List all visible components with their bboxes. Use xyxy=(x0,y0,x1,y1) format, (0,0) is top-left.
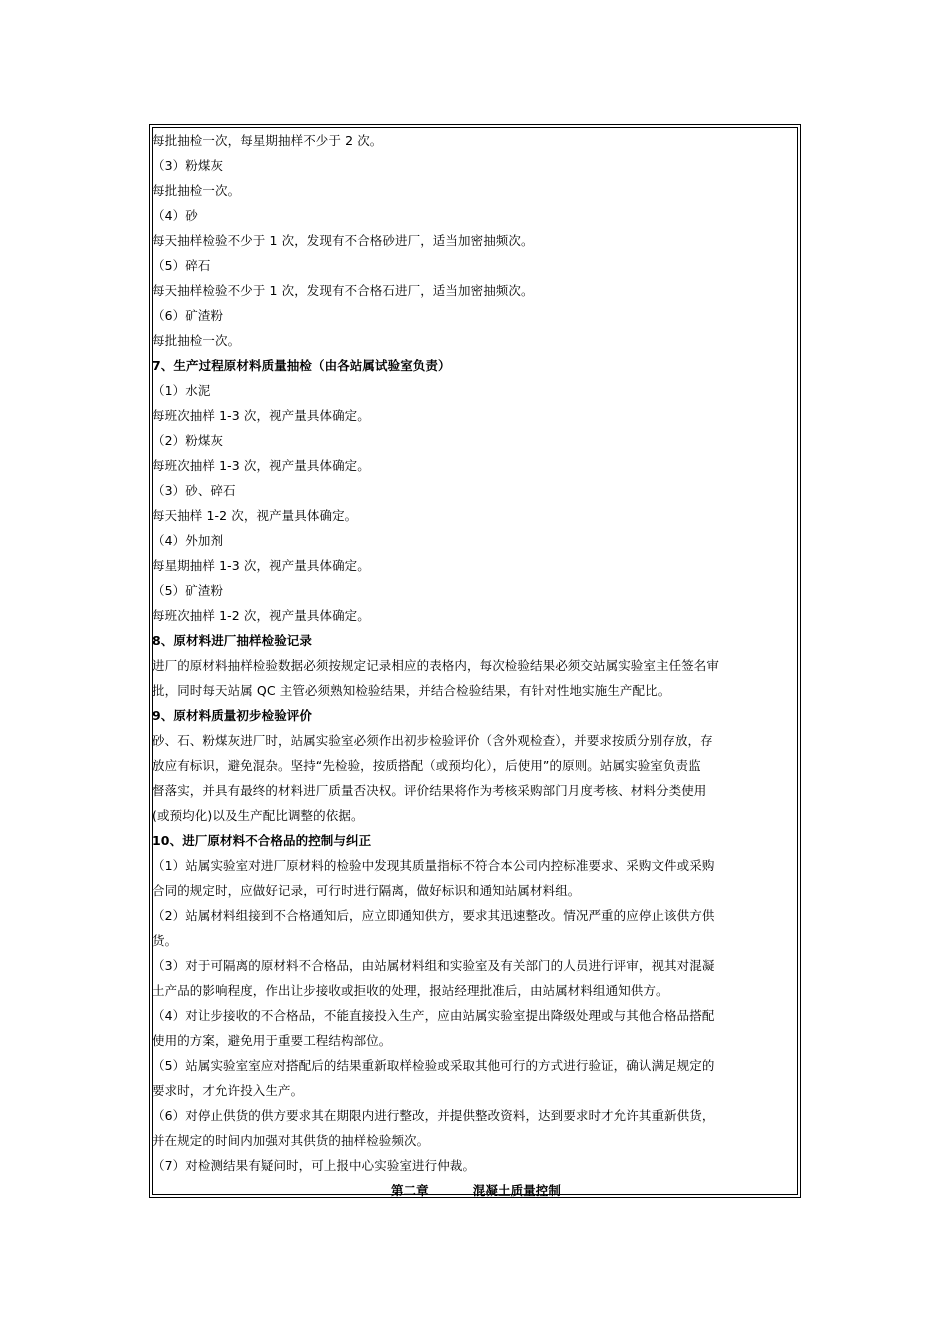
chapter-heading-text: 混凝土质量控制 xyxy=(472,1183,561,1198)
section-heading: 8、原材料进厂抽样检验记录 xyxy=(152,633,312,648)
paragraph-line: 放应有标识，避免混杂。坚持“先检验，按质搭配（或预均化），后使用”的原则。站属实验室负责监 xyxy=(152,758,701,773)
list-item-line: （3）砂、碎石 xyxy=(152,483,236,498)
paragraph-line: 每批抽检一次，每星期抽样不少于 2 次。 xyxy=(152,133,383,148)
paragraph-line: 每批抽检一次。 xyxy=(152,183,241,198)
paragraph-line: 货。 xyxy=(152,933,178,948)
paragraph-line: 每天抽样 1-2 次，视产量具体确定。 xyxy=(152,508,358,523)
section-heading: 7、生产过程原材料质量抽检（由各站属试验室负责） xyxy=(152,358,451,373)
paragraph-line: 每班次抽样 1-2 次，视产量具体确定。 xyxy=(152,608,370,623)
list-item-line: （3）对于可隔离的原材料不合格品，由站属材料组和实验室及有关部门的人员进行评审，视其对混凝 xyxy=(152,958,715,973)
paragraph-line: 批，同时每天站属 QC 主管必须熟知检验结果，并结合检验结果，有针对性地实施生产配比。 xyxy=(152,683,671,698)
list-item-line: （5）站属实验室室应对搭配后的结果重新取样检验或采取其他可行的方式进行验证，确认满足规定的 xyxy=(152,1058,715,1073)
list-item-line: （5）矿渣粉 xyxy=(152,583,224,598)
paragraph-line: 督落实，并具有最终的材料进厂质量否决权。评价结果将作为考核采购部门月度考核、材料分类使用 xyxy=(152,783,707,798)
list-item-line: （1）站属实验室对进厂原材料的检验中发现其质量指标不符合本公司内控标准要求、采购文件或采购 xyxy=(152,858,715,873)
list-item-line: （2）站属材料组接到不合格通知后，应立即通知供方，要求其迅速整改。情况严重的应停止该供方供 xyxy=(152,908,715,923)
paragraph-line: 要求时，才允许投入生产。 xyxy=(152,1083,304,1098)
paragraph-line: 每天抽样检验不少于 1 次，发现有不合格石进厂，适当加密抽频次。 xyxy=(152,283,534,298)
paragraph-line: 每班次抽样 1-3 次，视产量具体确定。 xyxy=(152,408,370,423)
list-item-line: （6）对停止供货的供方要求其在期限内进行整改，并提供整改资料，达到要求时才允许其重新供货， xyxy=(152,1108,715,1123)
list-item-line: （4）对让步接收的不合格品，不能直接投入生产，应由站属实验室提出降级处理或与其他合格品搭配 xyxy=(152,1008,715,1023)
paragraph-line: 土产品的影响程度，作出让步接收或拒收的处理，报站经理批准后，由站属材料组通知供方。 xyxy=(152,983,669,998)
paragraph-line: 进厂的原材料抽样检验数据必须按规定记录相应的表格内，每次检验结果必须交站属实验室主任签名审 xyxy=(152,658,720,673)
paragraph-line: 每天抽样检验不少于 1 次，发现有不合格砂进厂，适当加密抽频次。 xyxy=(152,233,534,248)
list-item-line: （7）对检测结果有疑问时，可上报中心实验室进行仲裁。 xyxy=(152,1158,476,1173)
section-heading: 9、原材料质量初步检验评价 xyxy=(152,708,312,723)
list-item-line: （4）砂 xyxy=(152,208,198,223)
paragraph-line: (或预均化)以及生产配比调整的依据。 xyxy=(152,808,364,823)
chapter-number: 第二章 xyxy=(390,1183,429,1198)
paragraph-line: 每班次抽样 1-3 次，视产量具体确定。 xyxy=(152,458,370,473)
list-item-line: （2）粉煤灰 xyxy=(152,433,224,448)
list-item-line: （5）碎石 xyxy=(152,258,211,273)
list-item-line: （3）粉煤灰 xyxy=(152,158,224,173)
paragraph-line: 并在规定的时间内加强对其供货的抽样检验频次。 xyxy=(152,1133,430,1148)
list-item-line: （4）外加剂 xyxy=(152,533,224,548)
paragraph-line: 砂、石、粉煤灰进厂时，站属实验室必须作出初步检验评价（含外观检查），并要求按质分别存放，存 xyxy=(152,733,713,748)
section-heading: 10、进厂原材料不合格品的控制与纠正 xyxy=(152,833,372,848)
list-item-line: （1）水泥 xyxy=(152,383,211,398)
paragraph-line: 合同的规定时，应做好记录，可行时进行隔离，做好标识和通知站属材料组。 xyxy=(152,883,581,898)
paragraph-line: 每批抽检一次。 xyxy=(152,333,241,348)
document-body xyxy=(152,128,800,1203)
chapter-title xyxy=(152,1178,800,1203)
list-item-line: （6）矿渣粉 xyxy=(152,308,224,323)
paragraph-line: 使用的方案，避免用于重要工程结构部位。 xyxy=(152,1033,392,1048)
paragraph-line: 每星期抽样 1-3 次，视产量具体确定。 xyxy=(152,558,370,573)
